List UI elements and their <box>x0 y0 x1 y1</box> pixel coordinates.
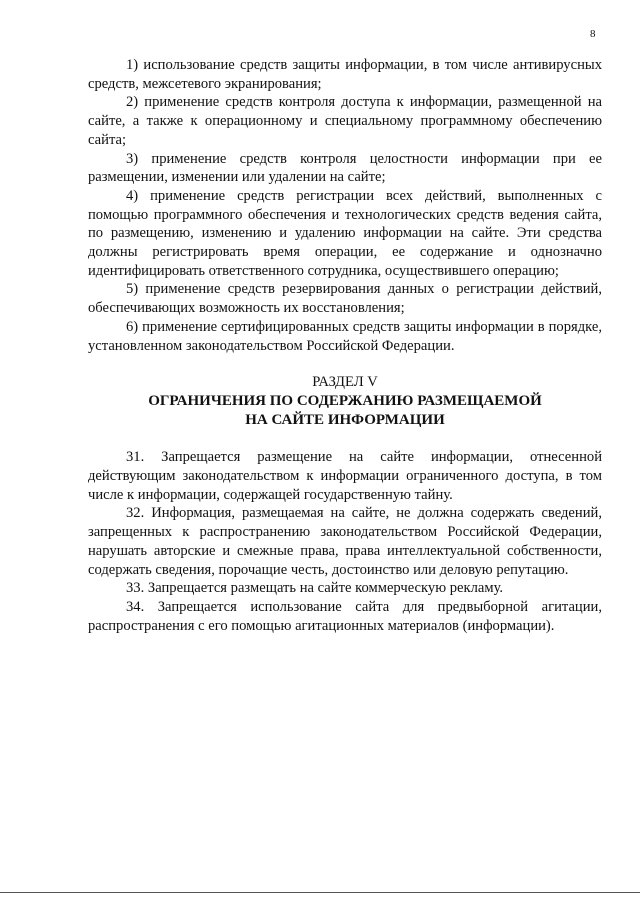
clause-32: 32. Информация, размещаемая на сайте, не должна содержать сведений, запрещенных к распространению законодательством Российской Федерации, нарушать авторские и смежные права, права интеллектуальной собственности, содержать сведения, порочащие честь, достоинство или деловую репутацию. <box>88 505 602 578</box>
list-item: 1) использование средств защиты информации, в том числе антивирусных средств, межсетевого экранирования; <box>88 57 602 92</box>
page-number: 8 <box>590 28 596 40</box>
list-item: 3) применение средств контроля целостности информации при ее размещении, изменении или удалении на сайте; <box>88 150 602 186</box>
bottom-rule <box>0 892 640 893</box>
section-number: РАЗДЕЛ V <box>312 374 378 391</box>
section-heading <box>88 373 602 429</box>
list-item: 4) применение средств регистрации всех действий, выполненных с помощью программного обеспечения и технологических средств ведения сайта, по размещению, изменению и удалению информации на сайте. Эти средства должны регистрировать время операции, ее содержание и однозначно идентифицировать ответственного сотрудника, осуществившего операцию; <box>88 187 602 279</box>
document-body <box>88 56 602 635</box>
clause-33: 33. Запрещается размещать на сайте коммерческую рекламу. <box>126 580 504 597</box>
clause-31: 31. Запрещается размещение на сайте информации, отнесенной действующим законодательством к информации ограниченного доступа, в том числе к информации, содержащей государственную тайну. <box>88 449 602 503</box>
list-item: 2) применение средств контроля доступа к информации, размещенной на сайте, а также к операционному и специальному программному обеспечению сайта; <box>88 94 602 148</box>
list-item: 6) применение сертифицированных средств защиты информации в порядке, установленном законодательством Российской Федерации. <box>88 318 602 354</box>
list-item: 5) применение средств резервирования данных о регистрации действий, обеспечивающих возможность их восстановления; <box>88 281 602 317</box>
clause-34: 34. Запрещается использование сайта для предвыборной агитации, распространения с его помощью агитационных материалов (информации). <box>88 598 602 634</box>
section-title-line-1: ОГРАНИЧЕНИЯ ПО СОДЕРЖАНИЮ РАЗМЕЩАЕМОЙ <box>148 392 542 409</box>
section-title-line-2: НА САЙТЕ ИНФОРМАЦИИ <box>245 411 445 428</box>
